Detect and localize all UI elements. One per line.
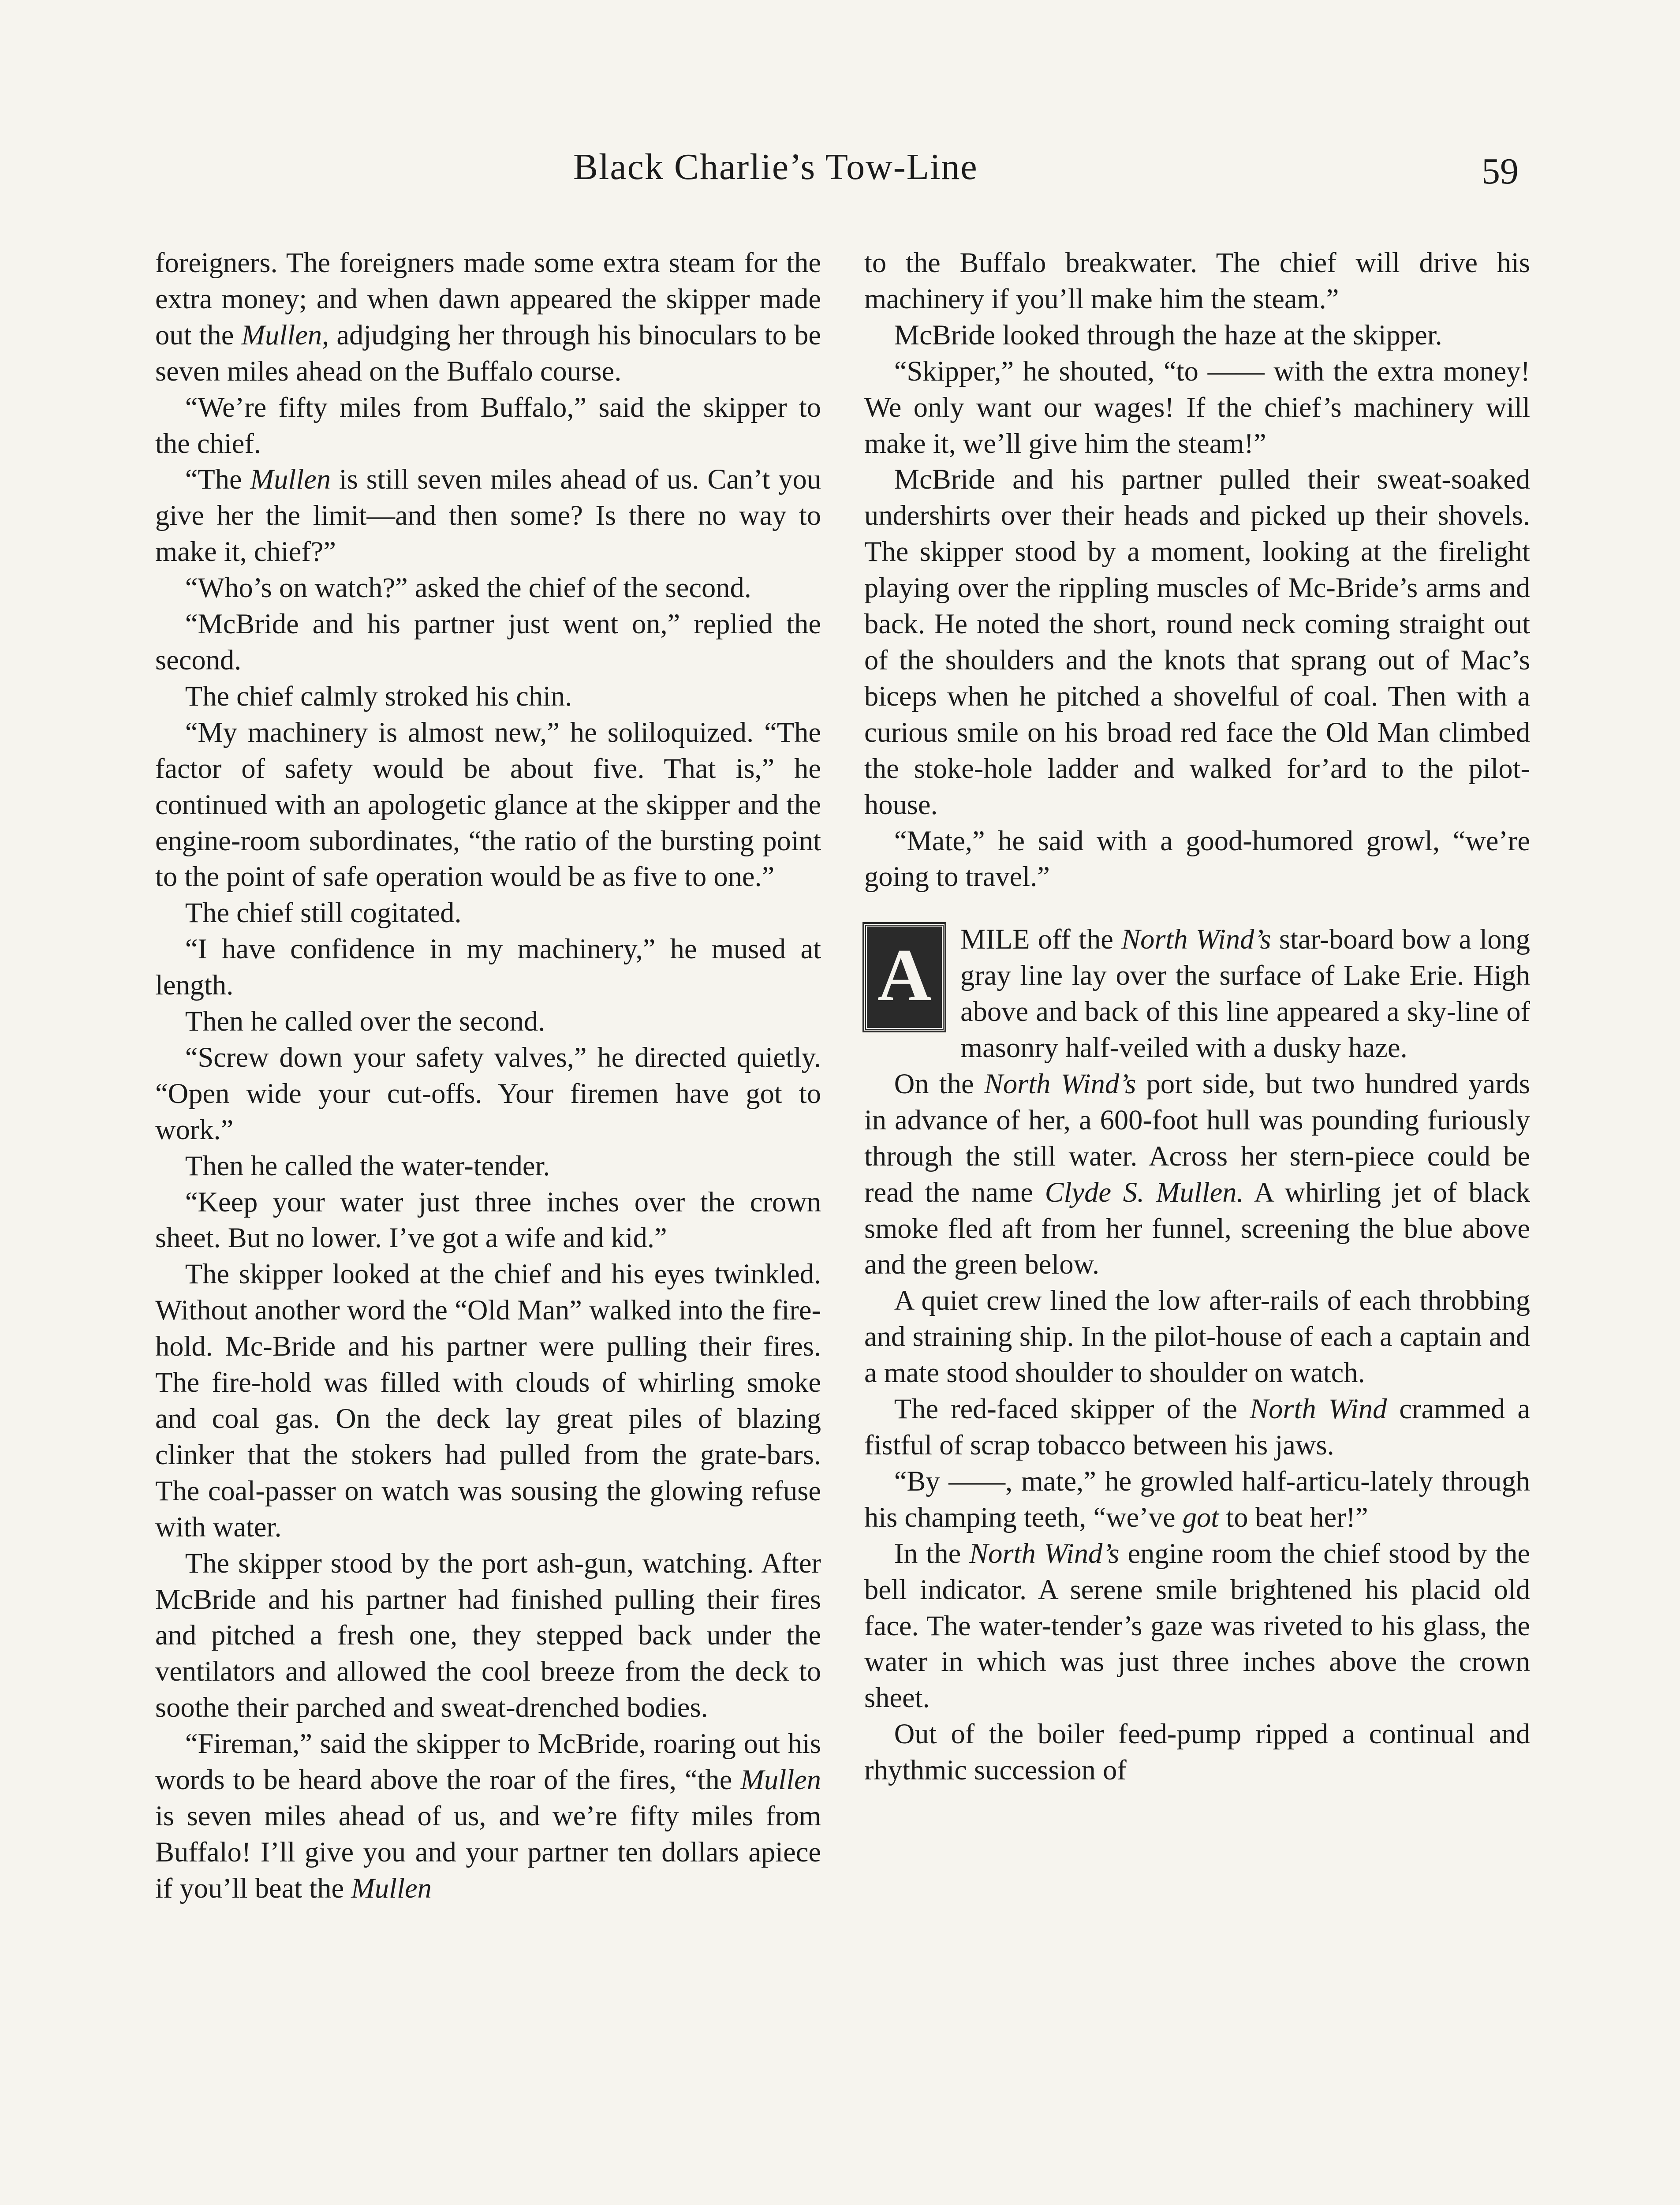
paragraph: foreigners. The foreigners made some extra steam for the extra money; and when dawn appeared the skipper made out the Mullen, adjudging her through his binoculars to be seven miles ahead on the Buffalo course.	[155, 247, 821, 387]
paragraph: “By ——, mate,” he growled half-articu-lately through his champing teeth, “we’ve got to beat her!”	[864, 1465, 1530, 1533]
running-title: Black Charlie’s Tow-Line	[573, 146, 978, 187]
paragraph: “I have confidence in my machinery,” he mused at length.	[155, 933, 821, 1001]
paragraph: The red-faced skipper of the North Wind crammed a fistful of scrap tobacco between his jaws.	[864, 1393, 1530, 1461]
paragraph: “Keep your water just three inches over the crown sheet. But no lower. I’ve got a wife and kid.”	[155, 1186, 821, 1254]
paragraph: “The Mullen is still seven miles ahead of us. Can’t you give her the limit—and then some? Is there no way to make it, chief?”	[155, 463, 821, 568]
paragraph: “McBride and his partner just went on,” replied the second.	[155, 608, 821, 676]
paragraph: “We’re fifty miles from Buffalo,” said the skipper to the chief.	[155, 391, 821, 459]
paragraph: to the Buffalo breakwater. The chief will drive his machinery if you’ll make him the steam.”	[864, 247, 1530, 314]
right-column	[864, 245, 1530, 1788]
paragraph: The chief still cogitated.	[185, 897, 462, 929]
paragraph: On the North Wind’s port side, but two hundred yards in advance of her, a 600-foot hull was pounding furiously through the still water. Across her stern-piece could be read the name Clyde S. Mullen. A whirling jet of black smoke fled aft from her funnel, screening the blue above and the green below.	[864, 1068, 1530, 1280]
paragraph: “Mate,” he said with a good-humored growl, “we’re going to travel.”	[864, 825, 1530, 893]
paragraph: In the North Wind’s engine room the chief stood by the bell indicator. A serene smile brightened his placid old face. The water-tender’s gaze was riveted to his glass, the water in which was just three inches above the crown sheet.	[864, 1537, 1531, 1714]
paragraph: “Skipper,” he shouted, “to —— with the extra money! We only want our wages! If the chief’s machinery will make it, we’ll give him the steam!”	[864, 355, 1530, 459]
paragraph: McBride and his partner pulled their sweat-soaked undershirts over their heads and picked up their shovels. The skipper stood by a moment, looking at the firelight playing over the rippling muscles of Mc-Bride’s arms and back. He noted the short, round neck coming straight out of the shoulders and the knots that sprang out of Mac’s biceps when he pitched a shovelful of coal. Then with a curious smile on his broad red face the Old Man climbed the stoke-hole ladder and walked for’ard to the pilot-house.	[864, 463, 1530, 820]
paragraph: “Who’s on watch?” asked the chief of the second.	[185, 572, 751, 604]
paragraph: McBride looked through the haze at the skipper.	[894, 319, 1442, 351]
paragraph: Then he called the water-tender.	[185, 1150, 550, 1181]
paragraph: Out of the boiler feed-pump ripped a continual and rhythmic succession of	[864, 1718, 1530, 1786]
paragraph: Then he called over the second.	[185, 1005, 545, 1037]
paragraph: The skipper stood by the port ash-gun, watching. After McBride and his partner had finished pulling their fires and pitched a fresh one, they stepped back under the ventilators and allowed the cool breeze from the deck to soothe their parched and sweat-drenched bodies.	[155, 1547, 821, 1723]
left-column	[155, 245, 821, 1906]
page-number: 59	[1482, 151, 1519, 192]
section-opening-paragraph: A MILE off the North Wind’s star-board bow a long gray line lay over the surface of Lake Erie. High above and back of this line appeared a sky-line of masonry half-veiled with a dusky haze.	[864, 921, 1530, 1066]
drop-cap: A	[864, 924, 945, 1031]
paragraph: The skipper looked at the chief and his eyes twinkled. Without another word the “Old Man” walked into the fire-hold. Mc-Bride and his partner were pulling their fires. The fire-hold was filled with clouds of whirling smoke and coal gas. On the deck lay great piles of blazing clinker that the stokers had pulled from the grate-bars. The coal-passer on watch was sousing the glowing refuse with water.	[155, 1258, 821, 1543]
paragraph: “Fireman,” said the skipper to McBride, roaring out his words to be heard above the roar of the fires, “the Mullen is seven miles ahead of us, and we’re fifty miles from Buffalo! I’ll give you and your partner ten dollars apiece if you’ll beat the Mullen	[155, 1728, 821, 1904]
paragraph: The chief calmly stroked his chin.	[185, 680, 572, 712]
paragraph: A quiet crew lined the low after-rails of each throbbing and straining ship. In the pilot-house of each a captain and a mate stood shoulder to shoulder on watch.	[864, 1285, 1530, 1389]
paragraph: “My machinery is almost new,” he soliloquized. “The factor of safety would be about five. That is,” he continued with an apologetic glance at the skipper and the engine-room subordinates, “the ratio of the bursting point to the point of safe operation would be as five to one.”	[155, 716, 821, 893]
paragraph: “Screw down your safety valves,” he directed quietly. “Open wide your cut-offs. Your firemen have got to work.”	[155, 1041, 821, 1145]
